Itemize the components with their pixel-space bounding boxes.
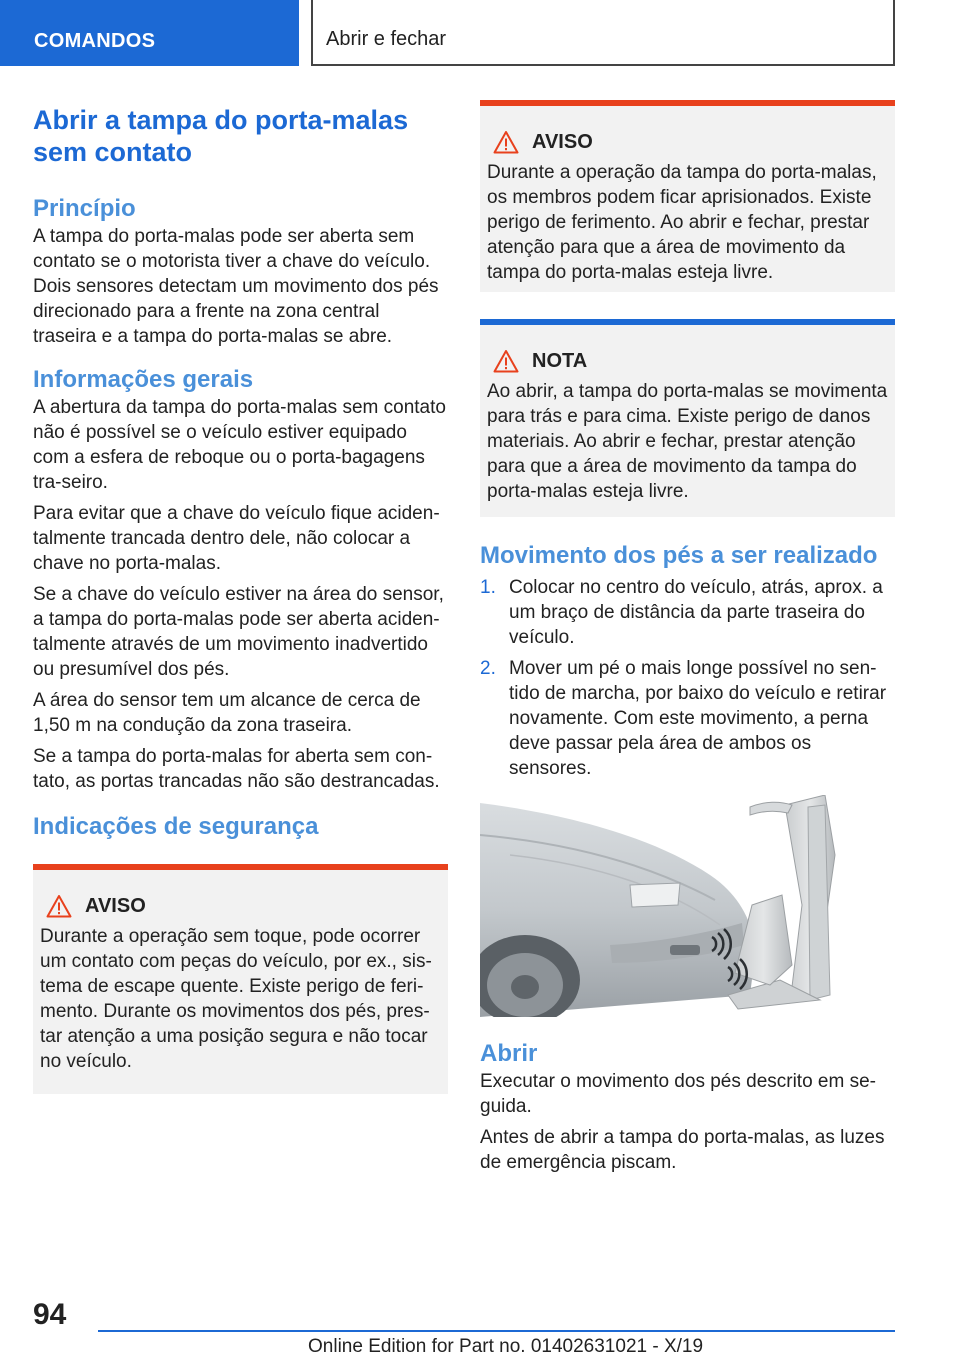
step-number: 2. [480, 658, 496, 679]
info-paragraph-4: A área do sensor tem um alcance de cerca de 1,50 m na condução da zona traseira. [33, 690, 421, 736]
warning-text: Durante a operação da tampa do porta-malas, os membros podem ficar aprisionados. Existe perigo de ferimento. Ao abrir e fechar, prestar atenção para que a área de movimento da tampa do porta-malas esteja livre. [487, 162, 877, 283]
list-item [480, 656, 895, 781]
warning-triangle-icon [493, 130, 519, 154]
footer-edition: Online Edition for Part no. 01402631021 - X/19 [308, 1336, 704, 1357]
note-title: NOTA [532, 349, 588, 372]
note-text: Ao abrir, a tampa do porta-malas se movimenta para trás e para cima. Existe perigo de danos materiais. Ao abrir e fechar, prestar atenção para que a área de movimento da tampa do porta-malas esteja livre. [487, 381, 888, 502]
info-paragraph-5: Se a tampa do porta-malas for aberta sem con-tato, as portas trancadas não são destrancadas. [33, 746, 440, 792]
warning-text: Durante a operação sem toque, pode ocorrer um contato com peças do veículo, por ex., sis-tema de escape quente. Existe perigo de feri-mento. Durante os movimentos dos pés, pres-tar atenção a uma posição segura e não tocar no veículo. [40, 926, 432, 1072]
principio-text: A tampa do porta-malas pode ser aberta sem contato se o motorista tiver a chave do veículo. Dois sensores detectam um movimento dos pés direcionado para a frente na zona central traseira e a tampa do porta-malas se abre. [33, 226, 439, 347]
kick-sensor-illustration [480, 795, 895, 1017]
chapter-box [311, 0, 895, 66]
step-text: Colocar no centro do veículo, atrás, aprox. a um braço de distância da parte traseira do veículo. [509, 577, 883, 648]
chapter-label: Abrir e fechar [326, 28, 447, 50]
heading-informacoes: Informações gerais [33, 366, 254, 393]
page-header [0, 0, 960, 66]
warning-title: AVISO [85, 894, 146, 917]
abrir-paragraph-1: Executar o movimento dos pés descrito em se-guida. [480, 1071, 877, 1117]
heading-movimento: Movimento dos pés a ser realizado [480, 542, 878, 569]
step-text: Mover um pé o mais longe possível no sen-tido de marcha, por baixo do veículo e retirar novamente. Com este movimento, a perna deve passar pela área de ambos os sensores. [509, 658, 887, 779]
car-rear-leg-illustration [480, 795, 895, 1017]
note-triangle-icon [493, 349, 519, 373]
abrir-paragraph-2: Antes de abrir a tampa do porta-malas, as luzes de emergência piscam. [480, 1127, 885, 1173]
warning-triangle-icon [46, 894, 72, 918]
steps-list [480, 575, 895, 781]
heading-principio: Princípio [33, 195, 136, 222]
heading-abrir: Abrir [480, 1040, 538, 1067]
warning-box-contact [33, 864, 448, 1094]
step-number: 1. [480, 577, 496, 598]
info-paragraph-3: Se a chave do veículo estiver na área do sensor, a tampa do porta-malas pode ser aberta aciden-talmente através de um movimento inadvertido ou presumível dos pés. [33, 584, 444, 680]
info-paragraph-2: Para evitar que a chave do veículo fique aciden-talmente trancada dentro dele, não colocar a chave no porta-malas. [33, 503, 440, 574]
footer-divider [98, 1330, 895, 1332]
left-column [33, 100, 448, 1094]
warning-box-limbs [480, 100, 895, 292]
warning-title: AVISO [532, 130, 593, 153]
page-number: 94 [33, 1298, 67, 1331]
section-tab [0, 0, 299, 66]
section-label: COMANDOS [34, 30, 156, 52]
right-column [480, 100, 895, 1175]
list-item [480, 575, 895, 650]
page-title: Abrir a tampa do porta-malas sem contato [33, 105, 409, 167]
info-paragraph-1: A abertura da tampa do porta-malas sem contato não é possível se o veículo estiver equipado com a esfera de reboque ou o porta-bagagens tra-seiro. [33, 397, 446, 493]
heading-seguranca: Indicações de segurança [33, 813, 319, 840]
note-box [480, 319, 895, 517]
